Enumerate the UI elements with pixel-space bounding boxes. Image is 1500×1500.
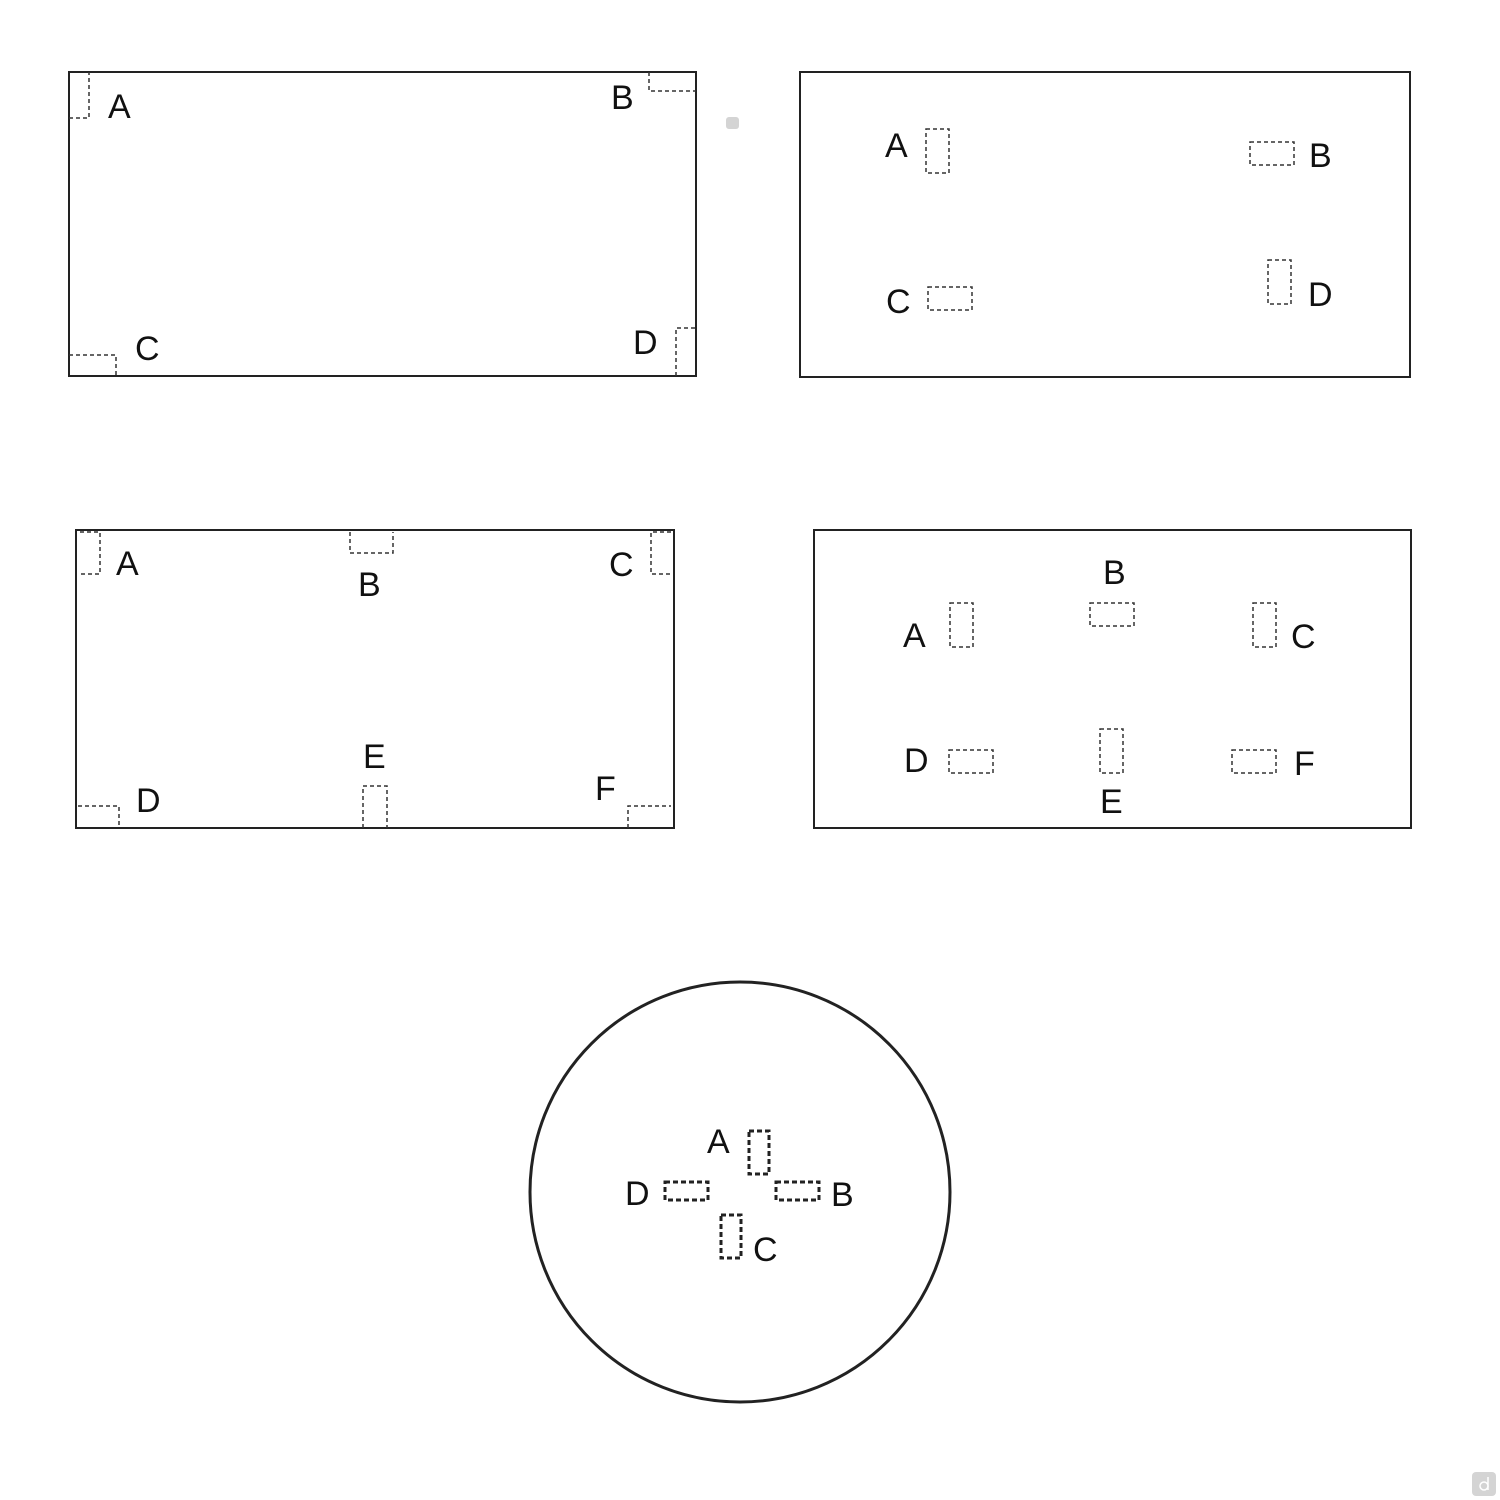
panel-2-label-c: C bbox=[886, 283, 911, 321]
panel-3-label-a: A bbox=[116, 545, 139, 583]
panel-5-label-a: A bbox=[707, 1123, 730, 1161]
panel-3 bbox=[76, 530, 674, 828]
panel-5-label-d: D bbox=[625, 1175, 650, 1213]
panel-2-label-d: D bbox=[1308, 276, 1333, 314]
panel-5-marker-b bbox=[776, 1182, 819, 1200]
panel-4-label-d: D bbox=[904, 742, 929, 780]
panel-1-label-c: C bbox=[135, 330, 160, 368]
panel-3-label-f: F bbox=[595, 770, 616, 808]
panel-4-label-e: E bbox=[1100, 783, 1123, 821]
panel-5-label-c: C bbox=[753, 1231, 778, 1269]
panel-1-marker-a bbox=[69, 72, 89, 118]
panel-5 bbox=[530, 982, 950, 1402]
panel-4-label-f: F bbox=[1294, 745, 1315, 783]
panel-4-label-b: B bbox=[1103, 554, 1126, 592]
panel-4-marker-d bbox=[949, 750, 993, 773]
panel-4-label-a: A bbox=[903, 617, 926, 655]
panel-4-marker-c bbox=[1253, 603, 1276, 647]
panel-1-label-d: D bbox=[633, 324, 658, 362]
panel-2-marker-c bbox=[928, 287, 972, 310]
panel-3-label-b: B bbox=[358, 566, 381, 604]
panel-3-marker-f bbox=[628, 806, 671, 828]
stray-mark bbox=[726, 117, 739, 129]
panel-5-outline bbox=[530, 982, 950, 1402]
panel-1-marker-b bbox=[649, 72, 696, 91]
panel-3-label-c: C bbox=[609, 546, 634, 584]
panel-2-marker-d bbox=[1268, 260, 1291, 304]
panel-3-marker-b bbox=[350, 532, 393, 553]
panel-4 bbox=[814, 530, 1411, 828]
panel-5-marker-c bbox=[721, 1215, 741, 1258]
panel-3-marker-d bbox=[78, 806, 119, 828]
panel-1 bbox=[69, 72, 696, 376]
panel-2-label-b: B bbox=[1309, 137, 1332, 175]
panel-4-marker-f bbox=[1232, 750, 1276, 773]
corner-logo-icon bbox=[1472, 1472, 1496, 1496]
panel-3-label-d: D bbox=[136, 782, 161, 820]
panel-2-marker-a bbox=[926, 129, 949, 173]
panel-1-marker-d bbox=[676, 328, 696, 376]
panel-4-label-c: C bbox=[1291, 618, 1316, 656]
panel-1-label-a: A bbox=[108, 88, 131, 126]
panel-3-marker-c bbox=[651, 532, 671, 574]
panel-2 bbox=[800, 72, 1410, 377]
panel-3-label-e: E bbox=[363, 738, 386, 776]
panel-2-outline bbox=[800, 72, 1410, 377]
panel-2-marker-b bbox=[1250, 142, 1294, 165]
panel-1-outline bbox=[69, 72, 696, 376]
panel-2-label-a: A bbox=[885, 127, 908, 165]
panel-5-marker-d bbox=[665, 1182, 708, 1200]
panel-4-marker-b bbox=[1090, 603, 1134, 626]
panel-1-label-b: B bbox=[611, 79, 634, 117]
panel-3-marker-a bbox=[80, 532, 100, 574]
panel-5-marker-a bbox=[749, 1131, 769, 1174]
panel-3-marker-e bbox=[363, 786, 387, 828]
panel-4-marker-a bbox=[950, 603, 973, 647]
panel-5-label-b: B bbox=[831, 1176, 854, 1214]
panel-1-marker-c bbox=[69, 355, 116, 376]
panel-4-marker-e bbox=[1100, 729, 1123, 773]
